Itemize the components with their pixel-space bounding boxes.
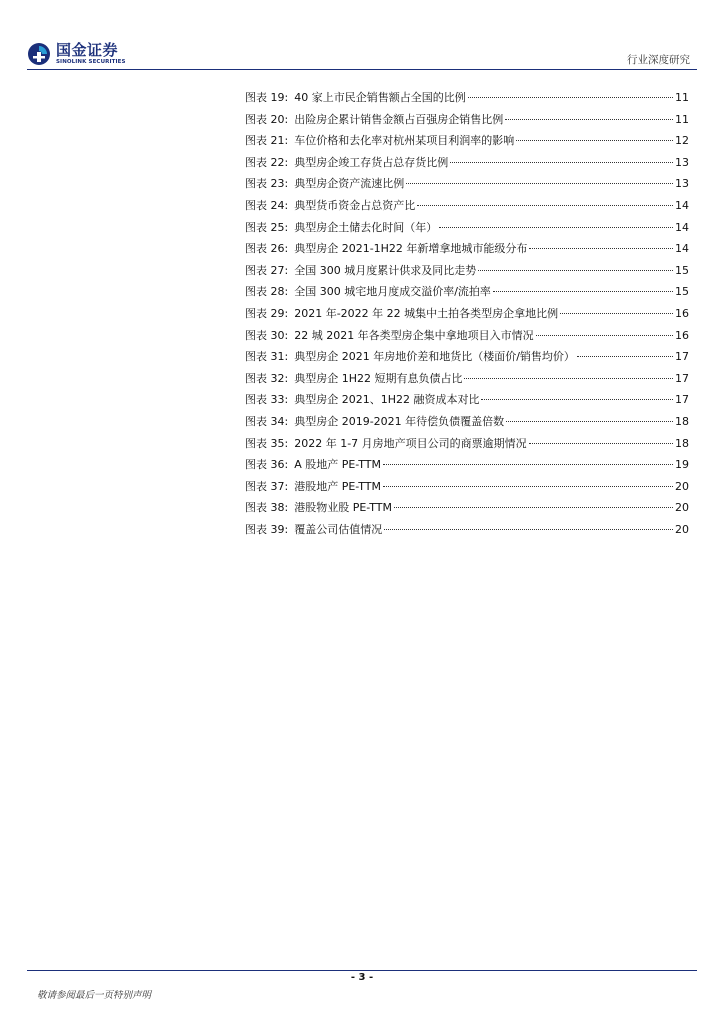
company-name-en: SINOLINK SECURITIES xyxy=(56,58,126,65)
toc-entry-label: 图表 28: xyxy=(245,285,289,299)
toc-entry-title: 全国 300 城月度累计供求及同比走势 xyxy=(294,263,477,277)
toc-entry[interactable] xyxy=(245,197,689,219)
toc-entry[interactable] xyxy=(245,435,689,457)
toc-entry-title: 全国 300 城宅地月度成交溢价率/流拍率 xyxy=(294,285,491,299)
toc-leader-dots xyxy=(450,161,673,163)
page-number: - 3 - xyxy=(350,972,374,983)
toc-entry-title: 典型房企 2021-1H22 年新增拿地城市能级分布 xyxy=(294,242,528,256)
toc-entry-label: 图表 29: xyxy=(245,306,289,320)
toc-entry[interactable] xyxy=(245,456,689,478)
toc-entry[interactable] xyxy=(245,521,689,543)
toc-leader-dots xyxy=(493,290,673,292)
sinolink-logo-icon xyxy=(27,42,51,66)
toc-entry-title: A 股地产 PE-TTM xyxy=(294,458,381,472)
company-logo xyxy=(27,42,126,66)
toc-leader-dots xyxy=(481,398,673,400)
company-name-cn: 国金证券 xyxy=(56,40,119,59)
toc-entry-label: 图表 31: xyxy=(245,350,289,364)
toc-entry[interactable] xyxy=(245,262,689,284)
toc-entry[interactable] xyxy=(245,240,689,262)
toc-entry-title: 典型房企竣工存货占总存货比例 xyxy=(294,155,449,169)
toc-entry-title: 2021 年-2022 年 22 城集中土拍各类型房企拿地比例 xyxy=(294,306,559,320)
toc-entry[interactable] xyxy=(245,499,689,521)
toc-entry-label: 图表 21: xyxy=(245,134,289,148)
toc-entry-label: 图表 37: xyxy=(245,479,289,493)
toc-leader-dots xyxy=(516,139,673,141)
toc-entry-page: 19 xyxy=(675,458,689,472)
toc-entry-label: 图表 26: xyxy=(245,242,289,256)
toc-entry-title: 典型货币资金占总资产比 xyxy=(294,198,416,212)
toc-entry-page: 16 xyxy=(675,328,689,342)
toc-entry-page: 14 xyxy=(675,220,689,234)
toc-entry-page: 14 xyxy=(675,198,689,212)
toc-entry-page: 11 xyxy=(675,112,689,126)
toc-entry-label: 图表 39: xyxy=(245,522,289,536)
toc-entry-title: 覆盖公司估值情况 xyxy=(294,522,383,536)
toc-leader-dots xyxy=(506,420,673,422)
toc-leader-dots xyxy=(439,226,673,228)
toc-entry-title: 典型房企 2021 年房地价差和地货比（楼面价/销售均价） xyxy=(294,350,575,364)
toc-entry-label: 图表 19: xyxy=(245,91,289,104)
toc-entry[interactable] xyxy=(245,478,689,500)
toc-entry-page: 11 xyxy=(675,91,689,104)
toc-entry[interactable] xyxy=(245,348,689,370)
toc-entry-label: 图表 32: xyxy=(245,371,289,385)
toc-entry[interactable] xyxy=(245,154,689,176)
toc-entry-label: 图表 30: xyxy=(245,328,289,342)
toc-entry-title: 港股物业股 PE-TTM xyxy=(294,501,392,515)
toc-entry-title: 典型房企资产流速比例 xyxy=(294,177,405,191)
toc-leader-dots xyxy=(468,96,673,98)
toc-entry-page: 17 xyxy=(675,393,689,407)
toc-entry[interactable] xyxy=(245,175,689,197)
toc-entry[interactable] xyxy=(245,219,689,241)
toc-leader-dots xyxy=(529,247,673,249)
toc-entry-page: 20 xyxy=(675,501,689,515)
toc-entry[interactable] xyxy=(245,370,689,392)
toc-entry-title: 2022 年 1-7 月房地产项目公司的商票逾期情况 xyxy=(294,436,527,450)
toc-entry-title: 典型房企 2019-2021 年待偿负债覆盖倍数 xyxy=(294,414,505,428)
toc-entry-page: 14 xyxy=(675,242,689,256)
toc-entry[interactable] xyxy=(245,305,689,327)
toc-entry-page: 13 xyxy=(675,155,689,169)
toc-entry-title: 典型房企 2021、1H22 融资成本对比 xyxy=(294,393,480,407)
toc-entry-page: 15 xyxy=(675,263,689,277)
toc-entry[interactable] xyxy=(245,283,689,305)
toc-entry-label: 图表 36: xyxy=(245,458,289,472)
toc-entry[interactable] xyxy=(245,132,689,154)
report-type: 行业深度研究 xyxy=(627,54,690,66)
toc-entry-page: 20 xyxy=(675,522,689,536)
toc-leader-dots xyxy=(383,485,673,487)
toc-entry-title: 港股地产 PE-TTM xyxy=(294,479,381,493)
toc-leader-dots xyxy=(529,442,673,444)
toc-entry[interactable] xyxy=(245,391,689,413)
toc-entry[interactable] xyxy=(245,111,689,133)
toc-entry-label: 图表 34: xyxy=(245,414,289,428)
toc-entry[interactable] xyxy=(245,327,689,349)
toc-leader-dots xyxy=(406,182,673,184)
toc-entry[interactable] xyxy=(245,413,689,435)
toc-entry-page: 12 xyxy=(675,134,689,148)
footer-disclaimer: 敬请参阅最后一页特别声明 xyxy=(37,990,152,1001)
toc-leader-dots xyxy=(560,312,673,314)
toc-leader-dots xyxy=(394,506,673,508)
toc-entry-label: 图表 20: xyxy=(245,112,289,126)
toc-leader-dots xyxy=(577,355,673,357)
toc-entry-label: 图表 25: xyxy=(245,220,289,234)
toc-entry-label: 图表 27: xyxy=(245,263,289,277)
toc-entry-label: 图表 38: xyxy=(245,501,289,515)
toc-entry-page: 17 xyxy=(675,350,689,364)
toc-entry-label: 图表 24: xyxy=(245,198,289,212)
toc-entry-label: 图表 22: xyxy=(245,155,289,169)
toc-entry-title: 出险房企累计销售金额占百强房企销售比例 xyxy=(294,112,504,126)
footer-divider xyxy=(27,970,697,971)
toc-entry-page: 13 xyxy=(675,177,689,191)
toc-entry-title: 典型房企 1H22 短期有息负债占比 xyxy=(294,371,463,385)
page-header xyxy=(0,0,724,72)
toc-entry-title: 22 城 2021 年各类型房企集中拿地项目入市情况 xyxy=(294,328,534,342)
toc-leader-dots xyxy=(478,269,673,271)
toc-leader-dots xyxy=(464,377,673,379)
toc-entry[interactable] xyxy=(245,89,689,111)
toc-entry-title: 车位价格和去化率对杭州某项目利润率的影响 xyxy=(294,134,515,148)
toc-leader-dots xyxy=(536,334,673,336)
toc-entry-title: 典型房企土储去化时间（年） xyxy=(294,220,438,234)
toc-entry-page: 15 xyxy=(675,285,689,299)
toc-leader-dots xyxy=(383,463,673,465)
table-of-figures xyxy=(245,89,689,542)
toc-entry-label: 图表 23: xyxy=(245,177,289,191)
toc-entry-label: 图表 35: xyxy=(245,436,289,450)
header-divider xyxy=(27,69,697,70)
toc-entry-page: 18 xyxy=(675,414,689,428)
toc-leader-dots xyxy=(505,118,673,120)
toc-entry-title: 40 家上市民企销售额占全国的比例 xyxy=(294,91,466,104)
toc-entry-page: 20 xyxy=(675,479,689,493)
toc-entry-page: 17 xyxy=(675,371,689,385)
toc-leader-dots xyxy=(384,528,673,530)
toc-leader-dots xyxy=(417,204,673,206)
toc-entry-label: 图表 33: xyxy=(245,393,289,407)
toc-entry-page: 18 xyxy=(675,436,689,450)
toc-entry-page: 16 xyxy=(675,306,689,320)
